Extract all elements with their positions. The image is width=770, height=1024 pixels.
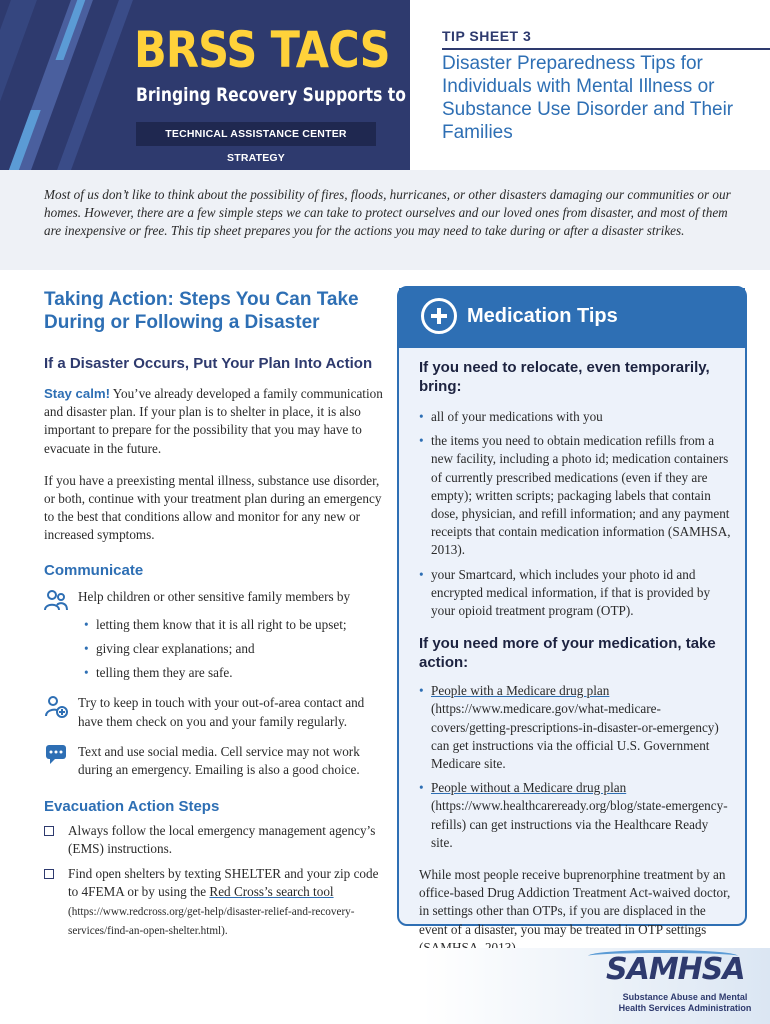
red-cross-url: (https://www.redcross.org/get-help/disaster-relief-and-recovery-services/find-an-open-shelter.html). xyxy=(68,906,355,938)
list-item-text: your Smartcard, which includes your photo id and encrypted medical information, if that is provided by your opioid treatment program (OTP). xyxy=(431,566,711,619)
list-item xyxy=(84,664,384,682)
section-title-rest: Steps You Can Take During or Following a Disaster xyxy=(44,289,359,333)
list-item xyxy=(419,432,731,559)
bullet-icon: • xyxy=(419,433,424,449)
medicare-link[interactable]: People with a Medicare drug plan xyxy=(431,683,610,699)
subheading-evacuation: Evacuation Action Steps xyxy=(44,798,220,816)
list-item-text: telling them they are safe. xyxy=(96,665,233,681)
list-item-text: letting them know that it is all right to be upset; xyxy=(96,616,347,632)
list-item xyxy=(84,640,384,658)
page-title: Disaster Preparedness Tips for Individuals with Mental Illness or Substance Use Disorder and Their Families xyxy=(442,53,734,143)
footer xyxy=(0,948,770,1024)
samhsa-subtitle: Substance Abuse and Mental Health Services Administration xyxy=(618,992,752,1013)
list-item-text: the items you need to obtain medication refills from a new facility, including a photo id; medication containers of currently prescribed medications (even if they are empty); written scripts; packaging labels that contain dose, physician, and refill information; and any payment receipts that contain medication information (SAMHSA, 2013). xyxy=(431,433,731,558)
checkbox-icon xyxy=(44,826,54,836)
subheading-communicate: Communicate xyxy=(44,561,144,579)
stay-calm-text: You’ve already developed a family communication and disaster plan. If your plan is to shelter in place, it is also important to prepare for the possibility that you may have to evacuate in the future. xyxy=(44,386,383,456)
stay-calm-paragraph xyxy=(44,385,384,458)
evac-step-2-text: Find open shelters by texting SHELTER and your zip code to 4FEMA or by using the xyxy=(68,865,379,899)
social-media-row xyxy=(44,743,384,779)
brand-title: BRSS TACS xyxy=(134,21,390,79)
social-media-text: Text and use social media. Cell service may not work during an emergency. Emailing is also a good choice. xyxy=(78,743,360,778)
list-item xyxy=(84,616,384,634)
people-icon xyxy=(44,588,68,612)
medication-panel-title: Medication Tips xyxy=(467,305,618,327)
subheading-disaster-occurs: If a Disaster Occurs, Put Your Plan Into Action xyxy=(44,355,373,372)
intro-paragraph: Most of us don’t like to think about the possibility of fires, floods, hurricanes, or other disasters damaging our communities or our homes. However, there are a few simple steps we can take to protect ourselves and our loved ones from disaster, and most of them are inexpensive or free. This tip sheet prepares you for the actions you may need to take during or after a disaster strikes. xyxy=(44,187,731,239)
plus-circle-icon xyxy=(421,298,457,334)
list-item xyxy=(419,682,731,773)
stay-calm-lead: Stay calm! xyxy=(44,386,110,401)
section-title-bold: Taking Action: xyxy=(44,289,174,310)
medication-panel-body xyxy=(419,358,731,957)
bullet-icon: • xyxy=(419,409,424,424)
evac-step-1-text: Always follow the local emergency management agency’s (EMS) instructions. xyxy=(68,823,376,857)
relocate-heading: If you need to relocate, even temporarily, bring: xyxy=(419,359,710,395)
bullet-icon: • xyxy=(84,616,89,632)
bullet-icon: • xyxy=(84,641,89,657)
help-children-text: Help children or other sensitive family members by xyxy=(78,588,351,604)
bullet-icon: • xyxy=(419,566,424,582)
phone-chat-icon xyxy=(44,743,68,767)
more-medication-heading: If you need more of your medication, take action: xyxy=(419,635,716,672)
medication-tips-panel xyxy=(397,286,747,937)
keep-in-touch-row xyxy=(44,694,384,730)
list-item xyxy=(419,779,731,852)
buprenorphine-paragraph: While most people receive buprenorphine treatment by an office-based Drug Addiction Treatment Act-waived doctor, in settings other than OTPs, if you are displaced in the event of a disaster, you may be treated in OTP settings xyxy=(419,867,731,937)
list-item xyxy=(419,408,731,426)
help-bullets xyxy=(44,616,384,683)
no-medicare-text: (https://www.healthcareready.org/blog/state-emergency-refills) can get instructions via the Healthcare Ready site. xyxy=(431,798,728,850)
red-cross-link[interactable]: Red Cross’s search tool xyxy=(209,883,334,899)
list-item xyxy=(419,566,731,621)
brand-tagline: Bringing Recovery Supports to Scale xyxy=(136,84,459,106)
preexisting-paragraph: If you have a preexisting mental illness, substance use disorder, or both, continue with your treatment plan during an emergency to the best that conditions allow and monitor for any new or increased symptoms. xyxy=(44,472,382,543)
samhsa-logo: SAMHSA xyxy=(606,952,745,987)
evac-step-1 xyxy=(44,822,384,858)
divider xyxy=(442,48,770,50)
brand-badge: TECHNICAL ASSISTANCE CENTER STRATEGY xyxy=(136,122,376,146)
medication-panel-header xyxy=(399,288,745,348)
list-item-text: giving clear explanations; and xyxy=(96,641,255,657)
no-medicare-link[interactable]: People without a Medicare drug plan xyxy=(431,780,627,796)
header xyxy=(0,0,770,170)
bullet-icon: • xyxy=(84,665,89,681)
intro-band xyxy=(0,170,770,270)
brand-panel xyxy=(0,0,459,170)
checkbox-icon xyxy=(44,869,54,879)
evac-step-2 xyxy=(44,865,384,941)
tip-sheet-label: TIP SHEET 3 xyxy=(442,28,532,44)
list-item-text: all of your medications with you xyxy=(431,409,603,424)
help-children-row xyxy=(44,588,384,606)
bullet-icon: • xyxy=(419,780,424,796)
left-column xyxy=(44,288,384,940)
keep-in-touch-text: Try to keep in touch with your out-of-area contact and have them check on you and your family regularly. xyxy=(78,695,365,729)
medicare-text: (https://www.medicare.gov/what-medicare-covers/getting-prescriptions-in-disaster-or-emergency) can get instructions via the official U.S. Government Medicare site. xyxy=(431,701,719,772)
section-title-taking-action xyxy=(44,288,384,334)
person-add-icon xyxy=(44,694,68,718)
bullet-icon: • xyxy=(419,683,424,699)
